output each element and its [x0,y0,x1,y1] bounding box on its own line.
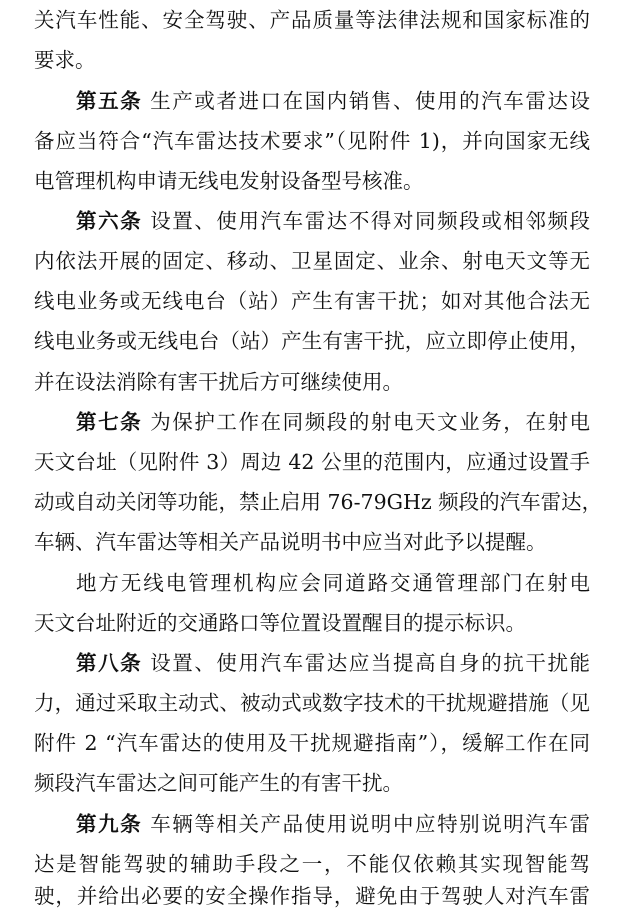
article-5-label: 第五条 [76,89,143,113]
text-line: 动或自动关闭等功能，禁止启用 76-79GHz 频段的汽车雷达， [34,490,603,514]
text-line: 天文台址附近的交通路口等位置设置醒目的提示标识。 [34,611,526,635]
text-line: 附件 2 “汽车雷达的使用及干扰规避指南”），缓解工作在同 [34,731,590,755]
text-line: 车辆、汽车雷达等相关产品说明书中应当对此予以提醒。 [34,530,547,554]
article-8-heading-line [76,643,590,683]
text-span: 设置、使用汽车雷达应当提高自身的抗干扰能 [150,651,591,675]
text-span: 车辆等相关产品使用说明中应特别说明汽车雷 [150,812,591,836]
paragraph-first-line: 地方无线电管理机构应会同道路交通管理部门在射电 [76,571,590,595]
text-line: 关汽车性能、安全驾驶、产品质量等法律法规和国家标准的 [34,8,590,32]
text-line: 备应当符合“汽车雷达技术要求”（见附件 1)，并向国家无线 [34,129,590,153]
text-line: 力，通过采取主动式、被动式或数字技术的干扰规避措施（见 [34,691,590,715]
article-9-label: 第九条 [76,812,143,836]
text-line: 线电业务或无线电台（站）产生有害干扰；如对其他合法无 [34,289,590,313]
text-line: 并在设法消除有害干扰后方可继续使用。 [34,370,403,394]
text-line: 内依法开展的固定、移动、卫星固定、业余、射电天文等无 [34,249,590,273]
article-6-label: 第六条 [76,209,143,233]
article-7-heading-line [76,402,590,442]
text-line: 频段汽车雷达之间可能产生的有害干扰。 [34,771,403,795]
text-line: 驶，并给出必要的安全操作指导，避免由于驾驶人对汽车雷 [34,884,590,908]
text-span: 为保护工作在同频段的射电天文业务，在射电 [150,410,591,434]
article-7-label: 第七条 [76,410,143,434]
article-6-heading-line [76,201,590,241]
text-line: 电管理机构申请无线电发射设备型号核准。 [34,169,424,193]
article-5-heading-line [76,81,590,121]
text-line: 线电业务或无线电台（站）产生有害干扰，应立即停止使用， [34,329,590,353]
text-line: 天文台址（见附件 3）周边 42 公里的范围内，应通过设置手 [34,450,590,474]
text-line: 达是智能驾驶的辅助手段之一，不能仅依赖其实现智能驾 [34,852,590,876]
article-8-label: 第八条 [76,651,143,675]
text-span: 设置、使用汽车雷达不得对同频段或相邻频段 [150,209,591,233]
text-line: 要求。 [34,48,96,72]
article-9-heading-line [76,804,590,844]
text-span: 生产或者进口在国内销售、使用的汽车雷达设 [150,89,591,113]
